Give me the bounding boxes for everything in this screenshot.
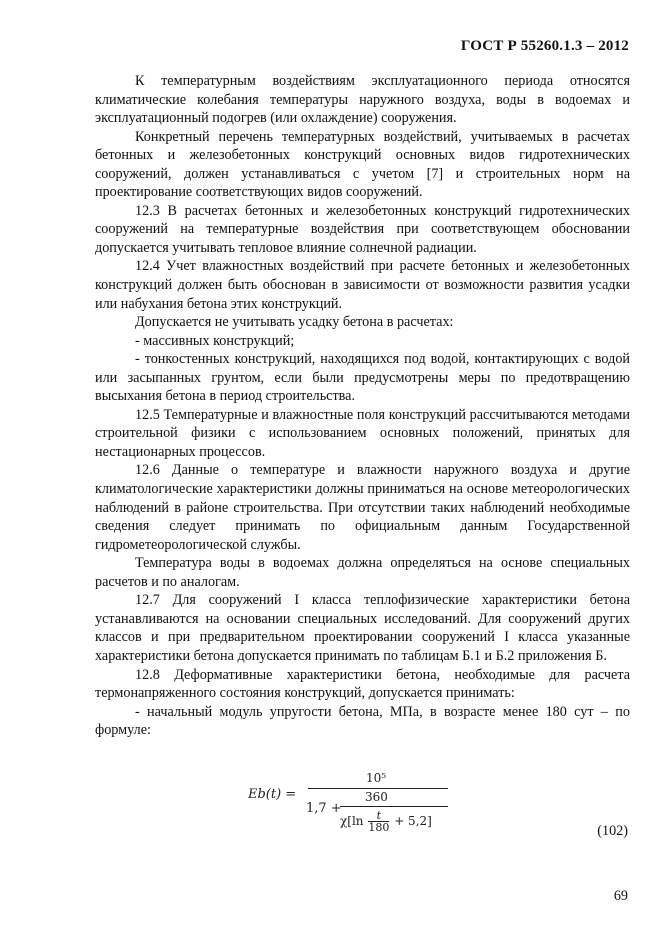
equation-number: (102) bbox=[597, 823, 628, 839]
paragraph: Температура воды в водоемах должна определяться на основе специальных расчетов и по аналогам. bbox=[95, 555, 630, 590]
document-header: ГОСТ Р 55260.1.3 – 2012 bbox=[460, 38, 629, 54]
paragraph: Конкретный перечень температурных воздействий, учитываемых в расчетах бетонных и железобетонных конструкций основных видов гидротехнических сооружений, должен устанавливаться с учетом [7] и строительных норм на проектирование соответствующих видов сооружений. bbox=[95, 128, 630, 201]
formula-time-ratio bbox=[368, 810, 389, 833]
document-body bbox=[95, 72, 630, 740]
formula-time-ratio-bottom: 180 bbox=[368, 821, 390, 834]
paragraph: 12.8 Деформативные характеристики бетона, необходимые для расчета термонапряженного состояния конструкций, допускается принимать: bbox=[95, 666, 630, 702]
paragraph: К температурным воздействиям эксплуатационного периода относятся климатические колебания температуры наружного воздуха, воды в водоемах и эксплуатационный подогрев (или охлаждение) сооружения. bbox=[95, 73, 630, 127]
page-number: 69 bbox=[613, 888, 628, 904]
formula-inner-numerator: 360 bbox=[365, 790, 388, 804]
paragraph: 12.4 Учет влажностных воздействий при расчете бетонных и железобетонных конструкций должен быть обоснован в зависимости от возможности развития усадки или набухания бетона этих конструкций. bbox=[95, 258, 630, 312]
formula-inner-fraction-bar bbox=[340, 806, 448, 807]
formula-time-ratio-top: t bbox=[368, 810, 389, 822]
list-item: - массивных конструкций; bbox=[135, 332, 295, 349]
formula-inner-den-prefix: χ[ln bbox=[340, 814, 364, 828]
paragraph: Допускается не учитывать усадку бетона в расчетах: bbox=[135, 314, 454, 331]
formula-numerator: 10⁵ bbox=[366, 771, 387, 785]
formula-fraction-bar bbox=[308, 788, 448, 789]
formula-inner-den-suffix: + 5,2] bbox=[394, 814, 432, 828]
formula-lhs: Eb(t) = bbox=[248, 787, 297, 802]
paragraph: 12.5 Температурные и влажностные поля конструкций рассчитываются методами строительной физики с использованием основных положений, принятых для нестационарных процессов. bbox=[95, 406, 630, 460]
formula-elastic-modulus bbox=[248, 768, 458, 838]
list-item: - начальный модуль упругости бетона, МПа, в возрасте менее 180 сут – по формуле: bbox=[95, 703, 630, 739]
formula-inner-denominator bbox=[340, 810, 432, 833]
paragraph: 12.6 Данные о температуре и влажности наружного воздуха и другие климатологические характеристики должны приниматься на основе метеорологических наблюдений в районе строительства. При отсутствии таких наблюдений необходимые сведения следует принимать по официальным данным Государственной гидрометеорологической службы. bbox=[95, 462, 630, 553]
paragraph: 12.7 Для сооружений I класса теплофизические характеристики бетона устанавливаются на основании специальных исследований. Для сооружений других классов и при предварительном проектировании сооружений I класса указанные характеристики бетона допускается принимать по таблицам Б.1 и Б.2 приложения Б. bbox=[95, 592, 630, 664]
formula-den-constant: 1,7 + bbox=[306, 801, 342, 816]
paragraph: 12.3 В расчетах бетонных и железобетонных конструкций гидротехнических сооружений на температурные воздействия при соответствующем обосновании допускается учитывать тепловое влияние солнечной радиации. bbox=[95, 202, 630, 256]
list-item: - тонкостенных конструкций, находящихся под водой, контактирующих с водой или засыпанных грунтом, если были предусмотрены меры по предотвращению высыхания бетона в период строительства. bbox=[95, 351, 630, 405]
